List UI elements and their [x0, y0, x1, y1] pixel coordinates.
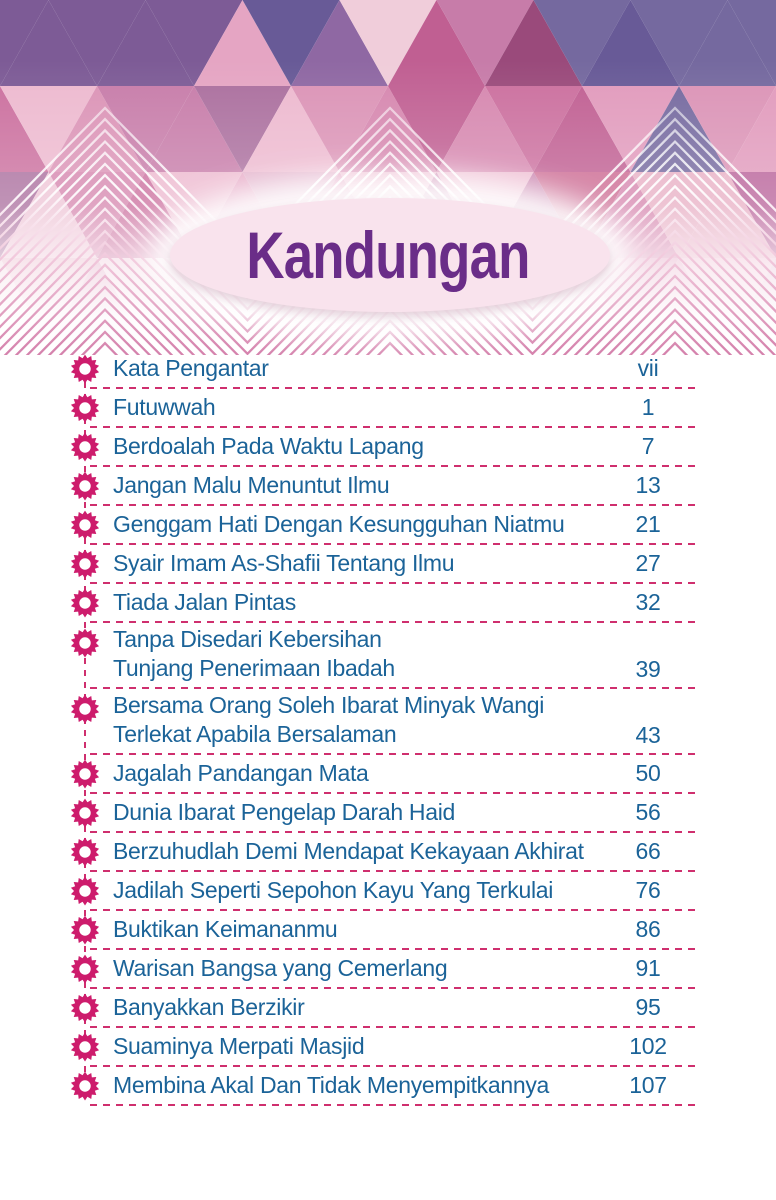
toc-entry-page: 27 [635, 550, 661, 576]
toc-entry-title-line2: Terlekat Apabila Bersalaman [113, 721, 397, 747]
toc-entry [66, 755, 698, 792]
table-of-contents [66, 350, 698, 1106]
toc-entry-page: vii [637, 355, 659, 381]
gear-flower-icon [70, 432, 100, 462]
toc-entry [66, 794, 698, 831]
toc-entry [66, 623, 698, 687]
toc-entry-page: 102 [629, 1033, 667, 1059]
toc-entry-title: Kata Pengantar [113, 355, 269, 381]
gear-flower-icon [70, 694, 100, 724]
toc-entry [66, 350, 698, 387]
toc-entry-title: Tanpa Disedari Kebersihan [113, 626, 382, 652]
toc-entry-title: Futuwwah [113, 394, 216, 420]
page-title: Kandungan [246, 218, 530, 292]
toc-entry-title: Suaminya Merpati Masjid [113, 1033, 365, 1059]
gear-flower-icon [70, 354, 100, 384]
gear-flower-icon [70, 954, 100, 984]
toc-entry-title: Jangan Malu Menuntut Ilmu [113, 472, 390, 498]
toc-entry-page: 107 [629, 1072, 667, 1098]
gear-flower-icon [70, 393, 100, 423]
gear-flower-icon [70, 915, 100, 945]
toc-entry [66, 1067, 698, 1104]
gear-flower-icon [70, 1071, 100, 1101]
toc-entry-page: 95 [635, 994, 661, 1020]
toc-entry-page: 66 [635, 838, 661, 864]
gear-flower-icon [70, 471, 100, 501]
toc-entry [66, 833, 698, 870]
toc-entry-page: 1 [641, 394, 655, 420]
toc-entry [66, 911, 698, 948]
toc-entry-title: Berzuhudlah Demi Mendapat Kekayaan Akhirat [113, 838, 584, 864]
toc-entry-title: Warisan Bangsa yang Cemerlang [113, 955, 448, 981]
toc-entry-title: Membina Akal Dan Tidak Menyempitkannya [113, 1072, 550, 1098]
gear-flower-icon [70, 798, 100, 828]
toc-entry-title-line2: Tunjang Penerimaan Ibadah [113, 655, 395, 681]
gear-flower-icon [70, 837, 100, 867]
toc-entry [66, 428, 698, 465]
toc-entry-page: 7 [641, 433, 655, 459]
toc-entry-page: 39 [635, 656, 661, 682]
toc-entry-title: Syair Imam As-Shafii Tentang Ilmu [113, 550, 455, 576]
toc-entry-page: 76 [635, 877, 661, 903]
toc-entry [66, 545, 698, 582]
toc-entry [66, 506, 698, 543]
gear-flower-icon [70, 1032, 100, 1062]
dashed-separator [90, 1104, 698, 1106]
gear-flower-icon [70, 628, 100, 658]
toc-entry-page: 56 [635, 799, 661, 825]
toc-entry-title: Bersama Orang Soleh Ibarat Minyak Wangi [113, 692, 545, 718]
toc-entry-title: Jagalah Pandangan Mata [113, 760, 369, 786]
toc-entry [66, 872, 698, 909]
toc-entry [66, 989, 698, 1026]
toc-entry [66, 389, 698, 426]
toc-entry-page: 32 [635, 589, 661, 615]
toc-entry-title: Dunia Ibarat Pengelap Darah Haid [113, 799, 456, 825]
toc-entry-title: Buktikan Keimananmu [113, 916, 338, 942]
gear-flower-icon [70, 549, 100, 579]
gear-flower-icon [70, 759, 100, 789]
toc-entry-page: 86 [635, 916, 661, 942]
toc-entry-title: Jadilah Seperti Sepohon Kayu Yang Terkulai [113, 877, 554, 903]
toc-entry-title: Banyakkan Berzikir [113, 994, 305, 1020]
toc-entry [66, 1028, 698, 1065]
toc-entry [66, 467, 698, 504]
toc-entry-title: Berdoalah Pada Waktu Lapang [113, 433, 424, 459]
toc-entry-page: 91 [635, 955, 661, 981]
gear-flower-icon [70, 588, 100, 618]
gear-flower-icon [70, 876, 100, 906]
toc-entry-page: 13 [635, 472, 661, 498]
toc-entry-page: 43 [635, 722, 661, 748]
toc-entry [66, 950, 698, 987]
toc-entry-title: Tiada Jalan Pintas [113, 589, 296, 615]
gear-flower-icon [70, 510, 100, 540]
toc-entry-title: Genggam Hati Dengan Kesungguhan Niatmu [113, 511, 565, 537]
toc-entry [66, 689, 698, 753]
gear-flower-icon [70, 993, 100, 1023]
header-art-mosaic [0, 0, 776, 355]
toc-entry [66, 584, 698, 621]
toc-entry-page: 50 [635, 760, 661, 786]
toc-entry-page: 21 [635, 511, 661, 537]
